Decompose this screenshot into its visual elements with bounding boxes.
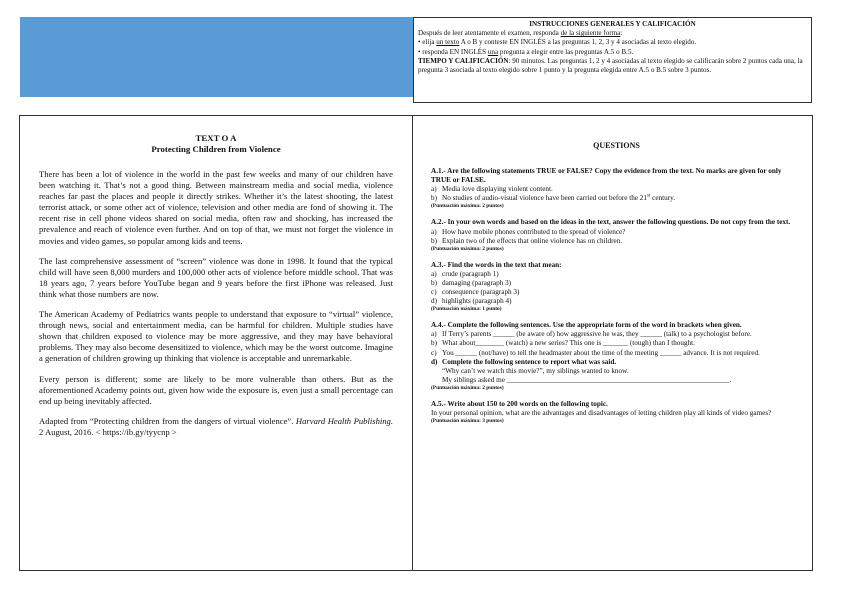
citation — [39, 416, 393, 438]
instructions-text: Después de leer atentamente el examen, responda — [418, 29, 561, 38]
list-item — [431, 297, 802, 306]
reported-speech-answer: My siblings asked me ______________________________________________________________. — [442, 375, 732, 384]
instructions-colon: : — [620, 29, 623, 38]
paragraph-1: There has been a lot of violence in the world in the past few weeks and many of our children have been watching it. That’s not a good thing. Between mainstream media and social media, violence reaches far past the places and people it directly strikes. Whether it’s the latest shooting, the latest terrorist attack, or some other act of violence, television and other media are fond of showing it. The recent rise in cell phone videos shared on social media, often raw and shocking, has increased the prevalence and reach of violence even further. And on top of that, we must not forget the violence in movies and video games, so popular among kids and teens. — [39, 169, 393, 246]
citation-source: Harvard Health Publishing. — [295, 415, 394, 426]
item-label: a) — [431, 227, 437, 236]
item-label: b) — [431, 236, 437, 245]
list-item — [431, 330, 802, 339]
item-text: Media love displaying violent content. — [442, 185, 553, 194]
text-column — [19, 115, 413, 571]
item-label: c) — [431, 288, 437, 297]
reported-speech-quote: “Why can’t we watch this movie?”, my siblings wanted to know. — [442, 366, 629, 375]
item-label: a) — [431, 185, 437, 194]
item-label: d) — [431, 297, 437, 306]
question-a3 — [431, 261, 802, 313]
citation-end: > — [169, 426, 177, 437]
time-text: : 90 minutos. Las preguntas 1, 2 y 4 asociadas al texto elegido se calificarán sobre 2 puntos cada una, la pregunta 3 asociada al texto elegido sobre 1 punto y la pregunta elegida entre A.5 o B.5 sobre 3 puntos. — [418, 56, 803, 75]
questions-column — [412, 115, 813, 571]
item-label: b) — [431, 339, 437, 348]
list-item — [431, 279, 802, 288]
bullet-underlined: un texto — [436, 38, 460, 47]
question-a1-head: A.1.- Are the following statements TRUE or FALSE? Copy the evidence from the text. No marks are given for only TRUE or FALSE. — [431, 167, 782, 185]
citation-date: 2 August, 2016. < — [39, 426, 103, 437]
bullet-text: • responda EN INGLÉS — [418, 47, 488, 56]
list-item — [431, 349, 802, 358]
points-note: (Puntuación máxima: 3 puntos) — [431, 418, 504, 425]
question-a5-text: In your personal opinion, what are the advantages and disadvantages of letting children play all kinds of video games? — [431, 408, 772, 417]
instructions-bullet-2 — [418, 48, 807, 57]
question-a4-head: A.4.- Complete the following sentences. Use the appropriate form of the word in brackets when given. — [431, 321, 742, 330]
item-text: What about________ (watch) a new series? This one is _______ (tough) than I thought. — [442, 339, 695, 348]
item-text: damaging (paragraph 3) — [442, 278, 512, 287]
item-label: c) — [431, 348, 437, 357]
instructions-line — [418, 29, 807, 38]
item-text: How have mobile phones contributed to the spread of violence? — [442, 227, 626, 236]
item-text: consequence (paragraph 3) — [442, 288, 520, 297]
item-text: Complete the following sentence to report what was said. — [442, 357, 617, 366]
question-a2-head: A.2.- In your own words and based on the ideas in the text, answer the following questions. Do not copy from the text. — [431, 218, 791, 227]
item-label: a) — [431, 330, 437, 339]
text-heading: TEXT O A — [195, 133, 237, 143]
list-item — [431, 185, 802, 194]
instructions-title: INSTRUCCIONES GENERALES Y CALIFICACIÓN — [529, 20, 696, 28]
bullet-underlined: una — [487, 47, 499, 56]
list-item — [431, 288, 802, 297]
item-text: Explain two of the effects that online violence has on children. — [442, 236, 623, 245]
list-item — [431, 228, 802, 237]
question-a3-head: A.3.- Find the words in the text that mean: — [431, 260, 562, 269]
list-item — [431, 270, 802, 279]
item-text: highlights (paragraph 4) — [442, 297, 512, 306]
paragraph-4: Every person is different; some are likely to be more vulnerable than others. But as the aforementioned Academy points out, given how wide the exposure is, even just a small percentage can end up being inevitably affected. — [39, 373, 393, 406]
paragraph-2: The last comprehensive assessment of “screen” violence was done in 1998. It found that the typical child will have seen 8,000 murders and 100,000 other acts of violence before middle school. That was 18 years ago, 7 years before YouTube began and 9 years before the first iPhone was released. Just think what those numbers are now. — [39, 255, 393, 299]
item-text-part: century. — [650, 194, 676, 203]
question-a5 — [431, 400, 802, 425]
instructions-bullet-1 — [418, 38, 807, 47]
bullet-text: A o B y conteste EN INGLÉS a las preguntas 1, 2, 3 y 4 asociadas al texto elegido. — [459, 38, 697, 47]
bullet-text: • elija — [418, 38, 437, 47]
instructions-box — [413, 17, 812, 103]
bullet-text: pregunta a elegir entre las preguntas A.5 o B.5. — [498, 47, 634, 56]
header-blue-box — [20, 17, 413, 97]
time-label: TIEMPO Y CALIFICACIÓN — [418, 56, 509, 65]
question-a5-head: A.5.- Write about 150 to 200 words on the following topic. — [431, 399, 608, 408]
item-text: crude (paragraph 1) — [442, 269, 499, 278]
instructions-underlined: de la siguiente forma — [560, 29, 621, 38]
item-text: If Terry’s parents ______ (be aware of) how aggressive he was, they ______ (talk) to a psychologist before. — [442, 330, 752, 339]
citation-text: Adapted from “Protecting children from the dangers of virtual violence”. — [39, 415, 294, 426]
question-a2 — [431, 218, 802, 252]
points-note: (Puntuación máxima: 2 puntos) — [431, 245, 504, 252]
list-item — [431, 339, 802, 348]
points-note: (Puntuación máxima: 2 puntos) — [431, 384, 504, 391]
item-text: You ______ (not/have) to tell the headmaster about the time of the meeting ______ advance. It is not required. — [442, 348, 760, 357]
item-label: d) — [431, 357, 438, 366]
question-a4 — [431, 321, 802, 392]
question-a1 — [431, 167, 802, 210]
questions-heading: QUESTIONS — [593, 141, 640, 150]
text-subheading: Protecting Children from Violence — [151, 143, 281, 154]
points-note: (Puntuación máxima: 2 puntos) — [431, 203, 504, 210]
list-item — [431, 358, 802, 367]
list-item — [431, 237, 802, 246]
item-label: b) — [431, 194, 437, 203]
superscript: st — [646, 193, 651, 199]
paragraph-3: The American Academy of Pediatrics wants people to understand that exposure to “virtual” violence, through news, social and entertainment media, can be harmful for children. Multiple studies have shown that children exposed to violence may be more aggressive, and they may have behavioral problems. They may also become desensitized to violence, which may be the worst outcome. Imagine a generation of children growing up thinking that violence is acceptable and unremarkable. — [39, 309, 393, 364]
item-text-part: No studies of audio-visual violence have been carried out before the 21 — [442, 194, 647, 203]
item-label: b) — [431, 278, 437, 287]
points-note: (Puntuación máxima: 1 punto) — [431, 306, 502, 313]
instructions-time — [418, 57, 807, 75]
item-label: a) — [431, 269, 437, 278]
citation-link[interactable]: https://ib.gy/tyycnp — [102, 426, 170, 437]
